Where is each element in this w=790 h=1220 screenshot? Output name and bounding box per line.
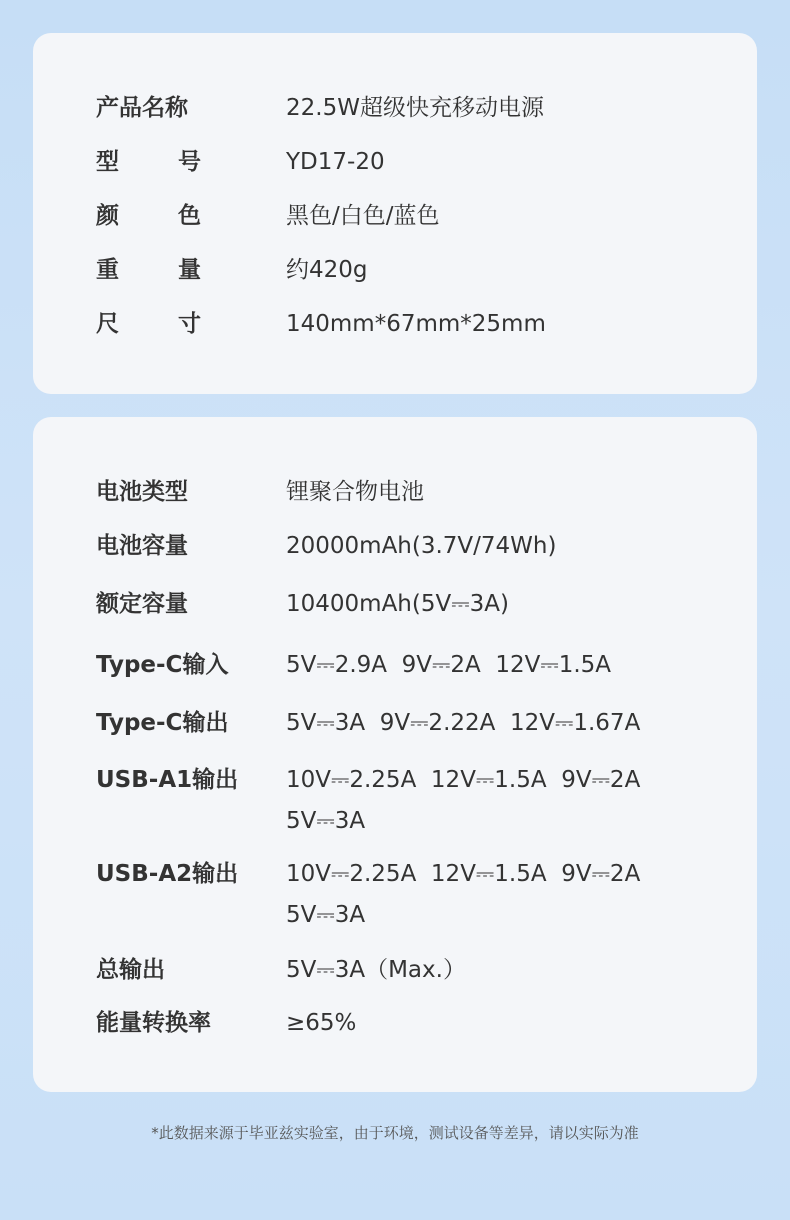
- spec-label-char: 量: [178, 257, 201, 283]
- spec-value: 10400mAh(5V⎓3A): [286, 591, 509, 617]
- spec-value-line2: 5V⎓3A: [286, 902, 366, 928]
- spec-label: [96, 142, 201, 182]
- spec-value: 5V⎓3A（Max.）: [286, 957, 466, 983]
- spec-label: USB-A1输出: [96, 767, 239, 793]
- spec-label: 电池容量: [96, 533, 188, 559]
- spec-label-char: 寸: [178, 311, 201, 337]
- spec-label: 额定容量: [96, 591, 188, 617]
- spec-label: 能量转换率: [96, 1010, 211, 1036]
- spec-value: 锂聚合物电池: [286, 479, 424, 505]
- battery-specs-card: [33, 417, 757, 1092]
- spec-label: [96, 304, 201, 344]
- spec-value: ≥65%: [286, 1010, 357, 1036]
- spec-label-char: 尺: [96, 311, 119, 337]
- spec-label: 总输出: [96, 957, 165, 983]
- spec-value: 20000mAh(3.7V/74Wh): [286, 533, 557, 559]
- spec-value: 140mm*67mm*25mm: [286, 311, 546, 337]
- spec-value: 5V⎓2.9A 9V⎓2A 12V⎓1.5A: [286, 652, 612, 678]
- spec-label-char: 号: [178, 149, 201, 175]
- spec-value: 10V⎓2.25A 12V⎓1.5A 9V⎓2A: [286, 767, 641, 793]
- spec-label: 电池类型: [96, 479, 188, 505]
- basic-info-card: [33, 33, 757, 394]
- spec-label: Type-C输出: [96, 710, 229, 736]
- spec-value: 5V⎓3A 9V⎓2.22A 12V⎓1.67A: [286, 710, 641, 736]
- spec-value: 黑色/白色/蓝色: [286, 203, 440, 229]
- spec-label-char: 型: [96, 149, 119, 175]
- spec-value-line2: 5V⎓3A: [286, 808, 366, 834]
- spec-label: [96, 196, 201, 236]
- spec-label-char: 重: [96, 257, 119, 283]
- spec-label: [96, 250, 201, 290]
- spec-value: YD17-20: [286, 149, 385, 175]
- spec-label-char: 颜: [96, 203, 119, 229]
- spec-value: 约420g: [286, 257, 368, 283]
- spec-label: USB-A2输出: [96, 861, 239, 887]
- spec-value: 10V⎓2.25A 12V⎓1.5A 9V⎓2A: [286, 861, 641, 887]
- disclaimer-footnote: *此数据来源于毕亚兹实验室，由于环境，测试设备等差异，请以实际为准: [151, 1124, 639, 1142]
- spec-value: 22.5W超级快充移动电源: [286, 95, 544, 121]
- spec-label-char: 色: [178, 203, 201, 229]
- spec-label: 产品名称: [96, 95, 188, 121]
- spec-label: Type-C输入: [96, 652, 229, 678]
